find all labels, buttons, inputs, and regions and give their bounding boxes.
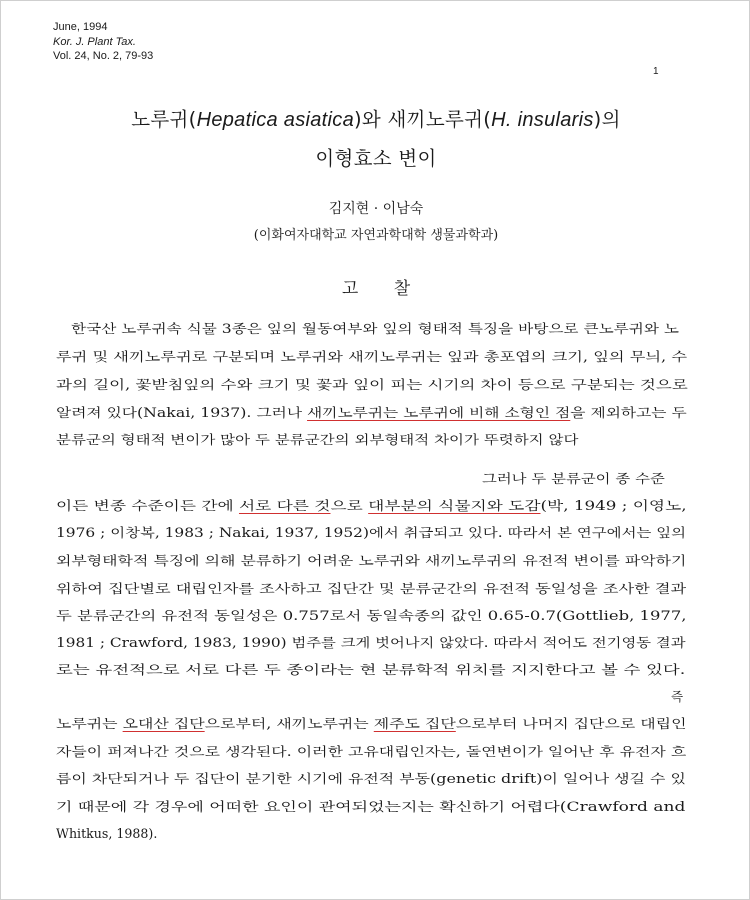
title-species-1: Hepatica asiatica	[196, 109, 354, 131]
para3-line-4: 름이 차단되거나 두 집단이 분기한 시기에 유전적 부동(genetic drift)이 일어나 생길 수 있	[56, 771, 686, 786]
para1-line-4	[56, 405, 687, 421]
text-run: 으로부터, 새끼노루귀는	[204, 716, 374, 731]
highlight-underline: 서로 다른 것	[238, 498, 331, 513]
highlight-underline: 대부분의 식물지와 도감	[368, 498, 541, 513]
title-species-2: H. insularis	[491, 109, 594, 131]
para2-line-3: 1976 ; 이창복, 1983 ; Nakai, 1937, 1952)에서 취급되고 있다. 따라서 본 연구에서는 잎의	[56, 525, 686, 540]
text-run: (박, 1949 ; 이영노,	[540, 498, 687, 513]
title-line-2: 이형효소 변이	[315, 147, 437, 170]
title-line-1	[1, 104, 750, 132]
journal-volume: Vol. 24, No. 2, 79-93	[53, 50, 154, 62]
para3-line-3: 자들이 퍼져나간 것으로 생각된다. 이러한 고유대립인자는, 돌연변이가 일어난 후 유전자 흐	[56, 744, 687, 759]
journal-date: June, 1994	[53, 21, 108, 33]
journal-header	[53, 20, 153, 64]
highlight-underline: 제주도 집단	[373, 716, 456, 731]
highlight-underline: 새끼노루귀는 노루귀에 비해 소형인 점	[307, 405, 571, 420]
title-text: 노루귀(	[131, 108, 197, 131]
section-heading: 고 찰	[341, 279, 411, 299]
para3-line-1: 즉	[671, 689, 684, 704]
highlight-underline: 오대산 집단	[122, 716, 205, 731]
para2-line-1: 그러나 두 분류군이 종 수준	[482, 471, 665, 486]
text-run: 을 제외하고는 두	[570, 405, 687, 420]
para2-line-8: 로는 유전적으로 서로 다른 두 종이라는 현 분류학적 위치를 지지한다고 볼 수 있다.	[56, 662, 686, 677]
text-run: 알려져 있다(Nakai, 1937). 그러나	[56, 405, 308, 420]
para3-line-6: Whitkus, 1988).	[56, 826, 158, 841]
para1-line-1: 한국산 노루귀속 식물 3종은 잎의 월동여부와 잎의 형태적 특징을 바탕으로 큰노루귀와 노	[71, 321, 680, 336]
authors: 김지현 · 이남숙	[328, 201, 424, 217]
title-text: )의	[593, 108, 621, 131]
para3-line-5: 기 때문에 각 경우에 어떠한 요인이 관여되었는지는 확신하기 어렵다(Crawford and	[56, 799, 686, 814]
title-text: )와 새끼노루귀(	[354, 108, 492, 131]
journal-name: Kor. J. Plant Tax.	[53, 35, 136, 48]
text-run: 이든 변종 수준이든 간에	[56, 498, 239, 513]
text-run: 으로부터 나머지 집단으로 대립인	[455, 716, 687, 731]
para2-line-6: 두 분류군간의 유전적 동일성은 0.757로서 동일속종의 값인 0.65-0.7(Gottlieb, 1977,	[56, 608, 687, 623]
para1-line-5: 분류군의 형태적 변이가 많아 두 분류군간의 외부형태적 차이가 뚜렷하지 않다	[56, 432, 579, 447]
para2-line-2	[56, 498, 687, 514]
para3-line-2	[56, 716, 686, 732]
para1-line-3: 과의 길이, 꽃받침잎의 수와 크기 및 꽃과 잎이 피는 시기의 차이 등으로 구분되는 것으로	[56, 377, 688, 392]
page-number: 1	[653, 66, 659, 77]
text-run: 노루귀는	[56, 716, 123, 731]
affiliation: (이화여자대학교 자연과학대학 생물과학과)	[253, 228, 499, 243]
para2-line-4: 외부형태학적 특징에 의해 분류하기 어려운 노루귀와 새끼노루귀의 유전적 변이를 파악하기	[56, 553, 687, 568]
para2-line-7: 1981 ; Crawford, 1983, 1990) 범주를 크게 벗어나지 않았다. 따라서 적어도 전기영동 결과	[56, 635, 686, 650]
para1-line-2: 루귀 및 새끼노루귀로 구분되며 노루귀와 새끼노루귀는 잎과 총포엽의 크기, 잎의 무늬, 수	[56, 349, 688, 364]
text-run: 으로	[330, 498, 369, 513]
para2-line-5: 위하여 집단별로 대립인자를 조사하고 집단간 및 분류군간의 유전적 동일성을 조사한 결과	[56, 581, 687, 596]
